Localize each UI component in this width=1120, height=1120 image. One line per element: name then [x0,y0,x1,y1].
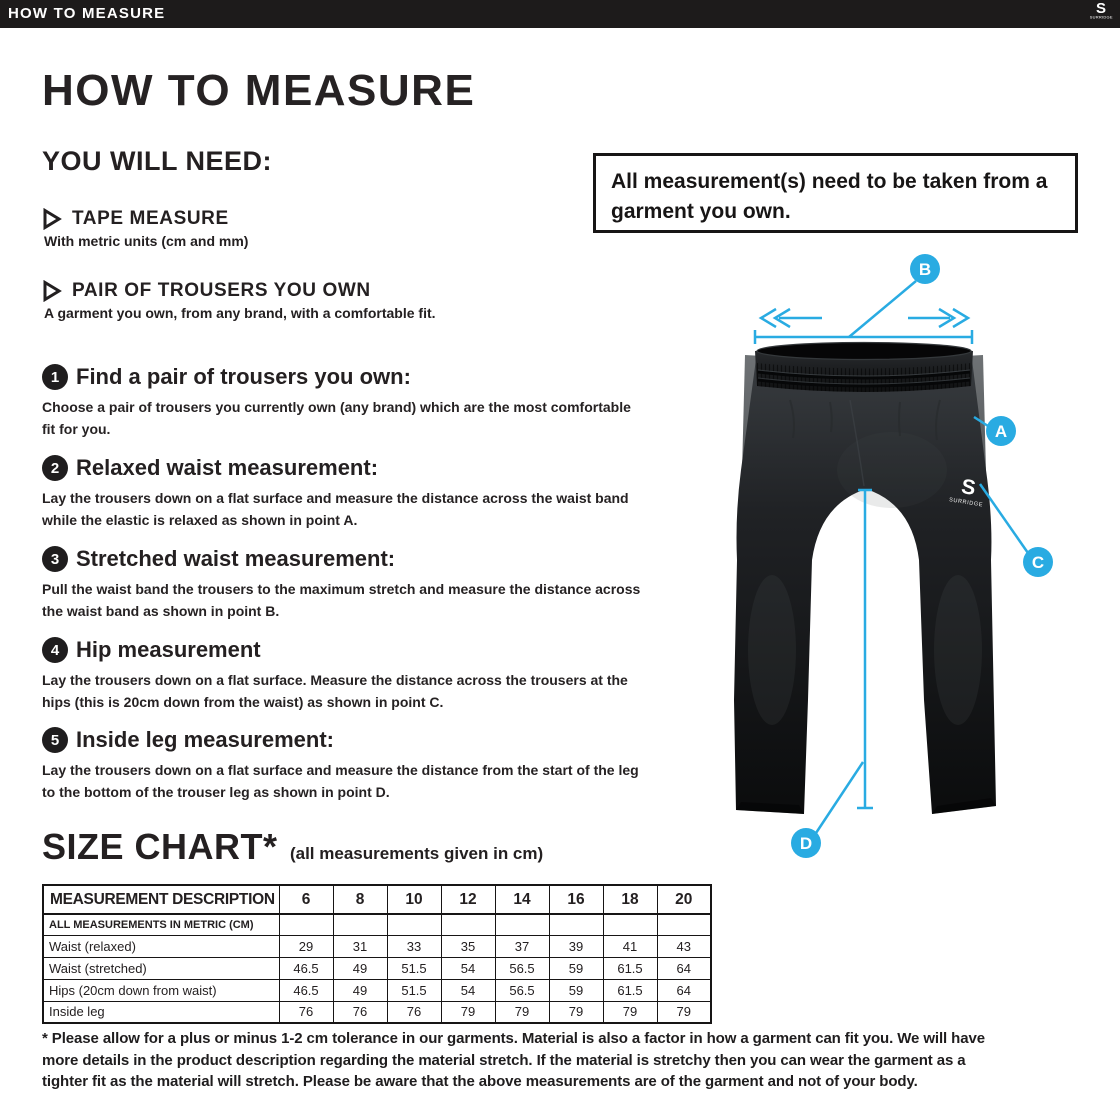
pants-logo-s-icon: S [959,475,978,500]
topbar-title: HOW TO MEASURE [8,5,166,22]
table-row [43,1001,711,1023]
stretch-arrow-left-icon [761,309,822,327]
step-desc: Lay the trousers down on a flat surface. Measure the distance across the trousers at the hips (this is 20cm down from the waist) as shown in point C. [42,672,628,710]
table-header-cell: 14 [495,885,549,914]
table-cell: 49 [333,957,387,979]
need-item-trousers [42,280,436,321]
table-cell: Waist (relaxed) [43,935,279,957]
table-cell: 56.5 [495,957,549,979]
table-cell: Waist (stretched) [43,957,279,979]
knee-sheen [934,575,982,725]
table-cell: 64 [657,957,711,979]
step-5 [42,727,657,803]
table-cell: 43 [657,935,711,957]
need-item-label: PAIR OF TROUSERS YOU OWN [72,280,371,301]
step-desc: Lay the trousers down on a flat surface and measure the distance across the waist band while the elastic is relaxed as shown in point A. [42,490,629,528]
table-cell: 54 [441,979,495,1001]
size-chart-heading: SIZE CHART* [42,826,278,867]
table-cell [441,914,495,935]
table-row [43,979,711,1001]
table-cell: 51.5 [387,979,441,1001]
table-cell: 79 [441,1001,495,1023]
triangle-bullet-icon [42,280,62,302]
table-cell: 31 [333,935,387,957]
table-cell [657,914,711,935]
note-box [593,153,1078,233]
table-cell: 54 [441,957,495,979]
need-item-label: TAPE MEASURE [72,208,229,229]
step-2 [42,455,657,531]
table-header-cell: 16 [549,885,603,914]
need-item-desc: With metric units (cm and mm) [44,233,249,249]
table-row [43,957,711,979]
step-title: Hip measurement [76,637,261,662]
marker-c-label: C [1031,553,1045,572]
step-number-badge: 2 [42,455,68,481]
table-header-cell: 8 [333,885,387,914]
size-chart-subheading: (all measurements given in cm) [289,844,544,863]
step-4 [42,637,657,713]
surridge-logo [1084,1,1118,22]
table-header-cell: MEASUREMENT DESCRIPTION [43,885,279,914]
table-cell: 46.5 [279,957,333,979]
table-cell [549,914,603,935]
table-cell: 35 [441,935,495,957]
triangle-bullet-icon [42,208,62,230]
table-cell: 76 [333,1001,387,1023]
marker-line-b [849,281,916,337]
note-text: All measurement(s) need to be taken from a garment you own. [611,170,1048,223]
width-measure-line [755,330,972,344]
step-title: Relaxed waist measurement: [76,455,379,480]
inside-leg-line [857,490,873,808]
table-header-cell: 12 [441,885,495,914]
step-title: Find a pair of trousers you own: [76,364,411,389]
need-item-tape-measure [42,208,248,249]
table-header-cell: 10 [387,885,441,914]
table-cell [333,914,387,935]
step-number-badge: 4 [42,637,68,663]
step-desc: Choose a pair of trousers you currently own (any brand) which are the most comfortable fit for you. [42,399,631,437]
marker-line-d [816,762,863,833]
marker-a-label: A [994,422,1008,441]
table-cell: 37 [495,935,549,957]
topbar [0,0,1120,28]
size-chart-table [42,884,712,1024]
table-cell [387,914,441,935]
step-title: Inside leg measurement: [76,727,334,752]
step-number-badge: 5 [42,727,68,753]
table-cell: 61.5 [603,957,657,979]
table-cell [279,914,333,935]
table-cell: 79 [549,1001,603,1023]
size-chart-header [42,826,543,868]
thigh-sheen [837,432,947,508]
table-header-cell: 20 [657,885,711,914]
table-cell [603,914,657,935]
table-cell: 61.5 [603,979,657,1001]
step-number-badge: 1 [42,364,68,390]
surridge-s-icon: S [1095,0,1106,17]
fabric-wrinkle [899,402,900,436]
table-cell: 76 [387,1001,441,1023]
table-cell: 79 [495,1001,549,1023]
table-cell: 46.5 [279,979,333,1001]
table-cell: 79 [657,1001,711,1023]
marker-d-label: D [799,834,813,853]
you-will-need-heading: YOU WILL NEED: [42,146,273,176]
table-header-cell: 6 [279,885,333,914]
table-cell: 51.5 [387,957,441,979]
need-item-desc: A garment you own, from any brand, with a comfortable fit. [44,305,436,321]
table-cell: 33 [387,935,441,957]
page-title: HOW TO MEASURE [42,66,476,115]
table-row [43,935,711,957]
table-header-cell: 18 [603,885,657,914]
table-row [43,914,711,935]
knee-sheen [748,575,796,725]
measurement-diagram [690,248,1114,870]
table-header-row [43,885,711,914]
table-cell: 56.5 [495,979,549,1001]
table-cell: 59 [549,957,603,979]
footnote: * Please allow for a plus or minus 1-2 cm tolerance in our garments. Material is also a factor in how a garment can fit you. We will have more details in the product description regarding the material stretch. If the material is stretchy then you can wear the garment as a tighter fit as the material will stretch. Please be aware that the above measurements are of the garment and not of your body. [42,1030,985,1091]
table-cell: Hips (20cm down from waist) [43,979,279,1001]
table-cell: 39 [549,935,603,957]
table-cell: 41 [603,935,657,957]
pants-logo-wordmark: SURRIDGE [948,497,984,509]
table-cell: Inside leg [43,1001,279,1023]
table-cell: 29 [279,935,333,957]
step-number-badge: 3 [42,546,68,572]
table-cell [495,914,549,935]
waist-opening [757,343,971,360]
step-title: Stretched waist measurement: [76,546,396,571]
table-cell: 59 [549,979,603,1001]
step-desc: Pull the waist band the trousers to the maximum stretch and measure the distance across the waist band as shown in point B. [42,581,641,619]
table-cell: 76 [279,1001,333,1023]
table-cell: 49 [333,979,387,1001]
step-1 [42,364,657,440]
step-desc: Lay the trousers down on a flat surface and measure the distance from the start of the leg to the bottom of the trouser leg as shown in point D. [42,762,639,800]
step-3 [42,546,657,622]
marker-b-label: B [918,260,932,279]
table-cell: 64 [657,979,711,1001]
table-cell: 79 [603,1001,657,1023]
table-cell: ALL MEASUREMENTS IN METRIC (CM) [43,914,279,935]
stretch-arrow-right-icon [908,309,968,327]
surridge-wordmark: SURRIDGE [1089,16,1113,20]
